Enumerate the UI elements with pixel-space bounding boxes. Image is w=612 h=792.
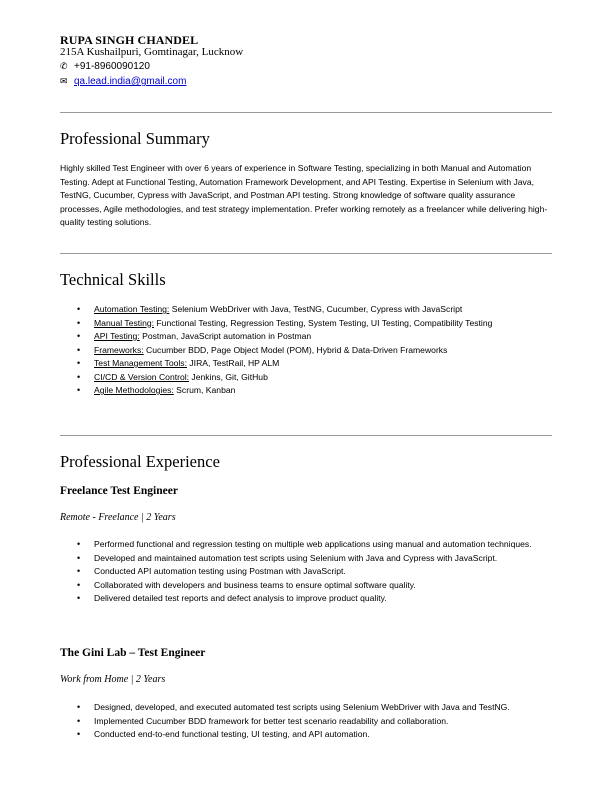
job-bullet: • Designed, developed, and executed automated test scripts using Selenium WebDriver with Java and TestNG. [60, 701, 552, 715]
skill-value: Selenium WebDriver with Java, TestNG, Cucumber, Cypress with JavaScript [169, 304, 463, 314]
skill-label: CI/CD & Version Control: [94, 371, 190, 382]
job-bullets [60, 538, 552, 606]
skill-value: Functional Testing, Regression Testing, System Testing, UI Testing, Compatibility Testing [154, 317, 493, 328]
skill-item [60, 371, 552, 385]
phone-line [60, 61, 150, 72]
skill-value: Jenkins, Git, GitHub [189, 371, 268, 382]
job-bullet: • Performed functional and regression testing on multiple web applications using manual and automation techniques. [60, 538, 552, 552]
summary-heading: Professional Summary [60, 129, 210, 148]
divider [60, 435, 552, 436]
skill-value: JIRA, TestRail, HP ALM [187, 358, 280, 368]
job-meta: Remote - Freelance | 2 Years [60, 512, 176, 523]
skill-item [60, 357, 552, 371]
skills-heading: Technical Skills [60, 270, 166, 289]
email-line [60, 76, 186, 87]
skill-label: Test Management Tools: [94, 358, 187, 368]
job-title: Freelance Test Engineer [60, 485, 178, 497]
divider [60, 112, 552, 113]
skill-value: Cucumber BDD, Page Object Model (POM), Hybrid & Data-Driven Frameworks [143, 344, 448, 355]
job-meta: Work from Home | 2 Years [60, 674, 166, 685]
job-bullets [60, 701, 552, 742]
summary-text: Highly skilled Test Engineer with over 6 years of experience in Software Testing, specializing in both Manual and Automation Testing. Adept at Functional Testing, Automation Framework Development, and API Testing. Expertise in Selenium with Java, TestNG, Cucumber, Cypress with JavaScript, and Postman API testing. Strong knowledge of software quality assurance processes, Agile methodologies, and test strategy implementation. Prefer working remotely as a freelancer while delivering high-quality testing solutions. [60, 163, 548, 227]
job-bullet: • Developed and maintained automation test scripts using Selenium with Java and Cypress with JavaScript. [60, 552, 552, 566]
skill-label: API Testing: [94, 331, 140, 341]
job-bullet: • Conducted API automation testing using Postman with JavaScript. [60, 565, 552, 579]
skill-label: Frameworks: [94, 344, 144, 355]
job-bullet: • Implemented Cucumber BDD framework for better test scenario readability and collaboration. [60, 715, 552, 729]
skill-label: Automation Testing: [94, 304, 170, 314]
email-link[interactable]: qa.lead.india@gmail.com [74, 76, 187, 87]
skill-item [60, 303, 552, 317]
envelope-icon: ✉ [60, 76, 68, 86]
skill-label: Manual Testing: [94, 317, 155, 328]
skill-item [60, 384, 552, 398]
skill-value: Scrum, Kanban [173, 385, 236, 395]
job-bullet: • Delivered detailed test reports and defect analysis to improve product quality. [60, 592, 552, 606]
skill-label: Agile Methodologies: [94, 385, 174, 395]
address: 215A Kushailpuri, Gomtinagar, Lucknow [60, 46, 244, 58]
experience-heading: Professional Experience [60, 452, 220, 471]
phone-number: +91-8960090120 [74, 61, 150, 72]
phone-icon: ✆ [60, 61, 68, 71]
divider [60, 253, 552, 254]
job-bullet: • Conducted end-to-end functional testing, UI testing, and API automation. [60, 728, 552, 742]
skill-item [60, 317, 552, 331]
skill-item [60, 344, 552, 358]
job-title: The Gini Lab – Test Engineer [60, 647, 206, 659]
candidate-name: RUPA SINGH CHANDEL [60, 33, 199, 47]
skills-list [60, 303, 552, 398]
skill-value: Postman, JavaScript automation in Postman [139, 331, 312, 341]
job-bullet: • Collaborated with developers and business teams to ensure optimal software quality. [60, 579, 552, 593]
skill-item [60, 330, 552, 344]
